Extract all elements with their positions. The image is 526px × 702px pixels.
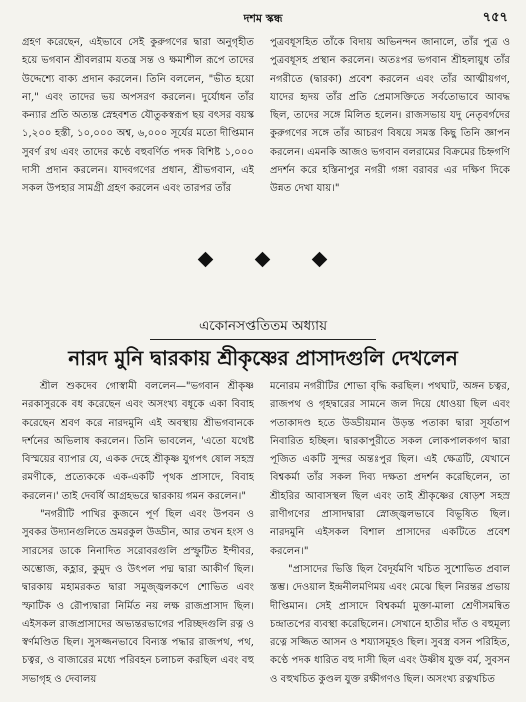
paragraph: "নগরীটি পাখির কুজনে পূর্ণ ছিল এবং উপবন ও সুবকর উদ্যানগুলিতে ভ্রমরকুল উড্ডীন, আর তখন হংস ও সারসের ডাকে নিনাদিত সরোবরগুলি প্রস্ফুটিত ইন্দীবর, অম্ভোজ, কহ্লার, কুমুদ ও উৎপল পদ্ম দ্বারা আকীর্ণ ছিল। দ্বারকায় মহামরকত দ্বারা সমুজ্জ্বলকণে শোভিত এবং স্ফাটিক ও রৌপ্যদ্বারা নির্মিত নয় লক্ষ রাজপ্রাসাদ ছিল। এইসকল রাজপ্রাসাদের অভ্যন্তরভাগের পরিচ্ছদগুলি রত্ন ও স্বর্ণমণ্ডিত ছিল। সুসজ্জনভাবে বিন্যস্ত পদ্ধার রাজপথ, পথ, চত্বর, ও বাজারের মধ্যে পরিবহন চলাচল করছিল এবং বহু সভাগৃহ ও দেবালয়: [22, 509, 254, 685]
paragraph: গ্রহণ করেছেন, এইভাবে সেই কুরুগণের দ্বারা অনুগৃহীত হয়ে ভগবান শ্রীবলরাম যতন্ত্র সন্ত ও ক্ষমাশীল রূপে তাদের উদ্দেশ্যে বাক্য প্রদান করলেন। তিনি বললেন, "ভীত হয়ো না," এবং তাদের ভয় অপসরণ করলেন। দুর্যোধন তাঁর কন্যার প্রতি অত্যন্ত স্নেহবশত যৌতুকস্বরূপ ছয় বৎসর বয়স্ক ১,২০০ হস্তী, ১০,০০০ অশ্ব, ৬,০০০ সূর্যের মতো দীপ্তিমান সুবর্ণ রথ এবং তাদের কণ্ঠে বহুবর্ণিত পদক বিশিষ্ট ১,০০০ দাসী প্রদান করলেন। যাদবগণের প্রধান, শ্রীভগবান, এই সকল উপহার সামগ্রী গ্রহণ করলেন এবং তারপর তাঁর: [22, 37, 254, 195]
page-number: ৭৫৭: [482, 10, 508, 25]
paragraph: শ্রীল শুকদেব গোস্বামী বললেন—"ভগবান শ্রীকৃষ্ণ নরকাসুরকে বধ করেছেন এবং অসংখ্য বধূকে একা বিবাহ করেছেন শ্রবণ করে নারদমুনি এই অবস্থায় শ্রীভগবানকে দর্শনের অভিলাষ করলেন। তিনি ভাবলেন, 'এতো যথেষ্ট বিস্ময়ের ব্যাপার যে, একক দেহে শ্রীকৃষ্ণ যুগপৎ ষোল সহস্র রমণীকে, প্রত্যেককে এক-একটি পৃথক প্রাসাদে, বিবাহ করলেন।' তাই দেবর্ষি আগ্রহভরে দ্বারকায় গমন করলেন।": [22, 381, 254, 502]
paragraph: মনোরম নগরীটির শোভা বৃদ্ধি করছিল। পথঘাট, অঙ্গন চত্বর, রাজপথ ও গৃহদ্বারের সামনে জল দিয়ে ধোওয়া ছিল এবং পতাকাদণ্ড হতে উড্ডীয়মান উড়ন্ত পতাকা দ্বারা সূর্যতাপ নিবারিত হচ্ছিল। দ্বারকাপুরীতে সকল লোকপালকগণ দ্বারা পূজিত একটি সুন্দর অন্তঃপুর ছিল। এই ক্ষেত্রটি, যেখানে বিশ্বকর্মা তাঁর সকল দিব্য দক্ষতা প্রদর্শন করেছিলেন, তা শ্রীহরির আবাসস্থল ছিল এবং তাই শ্রীকৃষ্ণের ষোড়শ সহস্র রাণীগণের প্রাসাদদ্বারা স্নোজ্জ্বলভাবে বিভূষিত ছিল। নারদমুনি এইসকল বিশাল প্রাসাদের একটিতে প্রবেশ করলেন।": [270, 381, 510, 557]
paragraph: পুত্রবধূসহিত তাঁকে বিদায় অভিনন্দন জানালে, তাঁর পুত্র ও পুত্রবধূসহ প্রস্থান করলেন। অতঃপর ভগবান শ্রীহলায়ুধ তাঁর নগরীতে (দ্বারকা) প্রবেশ করলেন এবং তাঁর আত্মীয়গণ, যাদের হৃদয় তাঁর প্রতি প্রেমাসক্তিতে সর্বতোভাবে আবদ্ধ ছিল, তাদের সঙ্গে মিলিত হলেন। রাজসভায় যদু নেতৃবর্গদের কুরুগণের সঙ্গে তাঁর আচরণ বিষয়ে সমস্ত কিছু তিনি জ্ঞাপন করলেন। এমনকি আজও ভগবান বলরামের বিক্রমের চিহ্নগণি প্রদর্শন করে হস্তিনাপুর নগরী গঙ্গা বরাবর এর দক্ষিণ দিকে উন্নত দেখা যায়।": [270, 37, 510, 195]
chapter-title: নারদ মুনি দ্বারকায় শ্রীকৃষ্ণের প্রাসাদগুলি দেখলেন: [68, 346, 458, 370]
diamond-ornament-icon: [312, 252, 328, 268]
diamond-ornament-icon: [255, 252, 271, 268]
section-divider: [0, 250, 526, 272]
chapter-number-label: একোনসপ্ততিতম অধ্যায়: [198, 318, 328, 334]
running-head: [0, 8, 526, 28]
diamond-ornament-icon: [198, 252, 214, 268]
paragraph: "প্রাসাদের ভিত্তি ছিল বৈদূর্যমণি খচিত সুশোভিত প্রবাল স্তম্ভ। দেওয়াল ইন্দ্রনীলমণিময় এবং মেঝে ছিল নিরন্তর প্রভায় দীপ্তিমান। সেই প্রাসাদে বিশ্বকর্মা মুক্তা-মালা শ্রেণীসমন্বিত চন্দ্রাতপের ব্যবস্থা করেছিলেন। সেখানে হাতীর দাঁত ও বহুমূল্য রত্নে সজ্জিত আসন ও শয্যাসমূহও ছিল। সুবস্ত্র বসন পরিহিত, কণ্ঠে পদক ধারিত বহু দাসী ছিল এবং উষ্ণীষ যুক্ত বর্ম, সুবসন ও বহুখচিত কুণ্ডল যুক্ত রক্ষীগণও ছিল। অসংখ্য রত্নখচিত: [270, 563, 510, 685]
bottom-left-column: [22, 378, 254, 696]
running-title: দশম স্কন্ধ: [243, 12, 283, 25]
top-left-column: [22, 34, 254, 238]
chapter-rule: [150, 339, 376, 340]
top-right-column: [270, 34, 510, 238]
bottom-right-column: [270, 378, 510, 696]
